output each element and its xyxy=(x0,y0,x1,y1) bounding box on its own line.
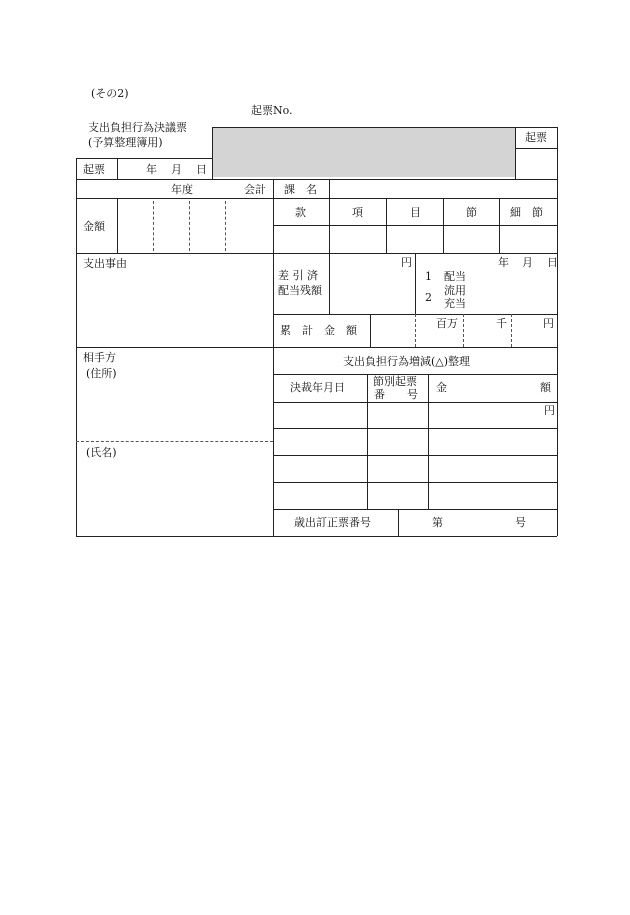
form-title: 支出負担行為決議票 xyxy=(88,121,187,134)
allot-day-unit: 日 xyxy=(547,256,558,269)
kihyo-year-unit: 年 xyxy=(146,163,157,176)
allot-month-unit: 月 xyxy=(522,256,533,269)
section-name-label: 課 名 xyxy=(284,183,317,196)
correction-number-label: 歳出訂正票番号 xyxy=(294,516,371,529)
kou-label: 項 xyxy=(352,206,363,219)
kihyo-day-unit: 日 xyxy=(196,163,207,176)
reason-label: 支出事由 xyxy=(83,257,127,270)
col-slip-no-line1: 節別起票 xyxy=(373,375,417,388)
setsu-label: 節 xyxy=(466,206,477,219)
adjustment-title: 支出負担行為増減(△)整理 xyxy=(343,355,471,368)
option-ryuuyou: 流用 xyxy=(444,284,466,297)
account-label: 会計 xyxy=(244,183,266,196)
section-name-field[interactable] xyxy=(330,180,556,197)
option-haitou: 配当 xyxy=(444,270,466,283)
gou-label: 号 xyxy=(515,516,526,529)
dai-label: 第 xyxy=(432,516,443,529)
moku-label: 目 xyxy=(410,206,421,219)
name-label: (氏名) xyxy=(86,446,117,459)
cumulative-amount-label: 累 計 金 額 xyxy=(280,324,357,337)
slip-number-area[interactable] xyxy=(212,127,515,177)
part-label: (その2) xyxy=(91,87,129,100)
adjustment-yen-unit: 円 xyxy=(544,404,555,417)
col-slip-no-line2: 番 号 xyxy=(374,388,418,401)
yen-unit: 円 xyxy=(543,317,554,330)
thousand-unit: 千 xyxy=(496,317,507,330)
name-field[interactable] xyxy=(77,461,272,535)
kihyo-box-label: 起票 xyxy=(525,131,547,144)
kihyo-row-label: 起票 xyxy=(83,163,105,176)
balance-yen-unit: 円 xyxy=(401,256,412,269)
kihyo-month-unit: 月 xyxy=(171,163,182,176)
option-1-number: 1 xyxy=(425,270,432,283)
balance-label-2: 配当残額 xyxy=(278,284,322,297)
col-amount-right: 額 xyxy=(540,381,551,394)
allot-year-unit: 年 xyxy=(498,256,509,269)
form-subtitle: (予算整理簿用) xyxy=(88,136,163,149)
col-amount-left: 金 xyxy=(436,381,447,394)
option-juutou: 充当 xyxy=(444,297,466,310)
amount-field[interactable] xyxy=(118,199,272,252)
reason-field[interactable] xyxy=(77,272,272,346)
address-field[interactable] xyxy=(77,382,272,440)
kihyo-box-field[interactable] xyxy=(516,149,556,178)
saisetsu-label: 細 節 xyxy=(510,206,543,219)
option-2-number: 2 xyxy=(425,291,432,304)
counterparty-label: 相手方 xyxy=(83,351,116,364)
million-unit: 百万 xyxy=(436,317,458,330)
slip-no-label: 起票No. xyxy=(251,104,293,117)
col-decision-date: 決裁年月日 xyxy=(290,381,345,394)
address-label: (住所) xyxy=(86,367,117,380)
fiscal-year-label: 年度 xyxy=(171,183,193,196)
amount-label: 金額 xyxy=(83,220,105,233)
kan-label: 款 xyxy=(295,206,306,219)
balance-label-1: 差 引 済 xyxy=(278,269,318,282)
